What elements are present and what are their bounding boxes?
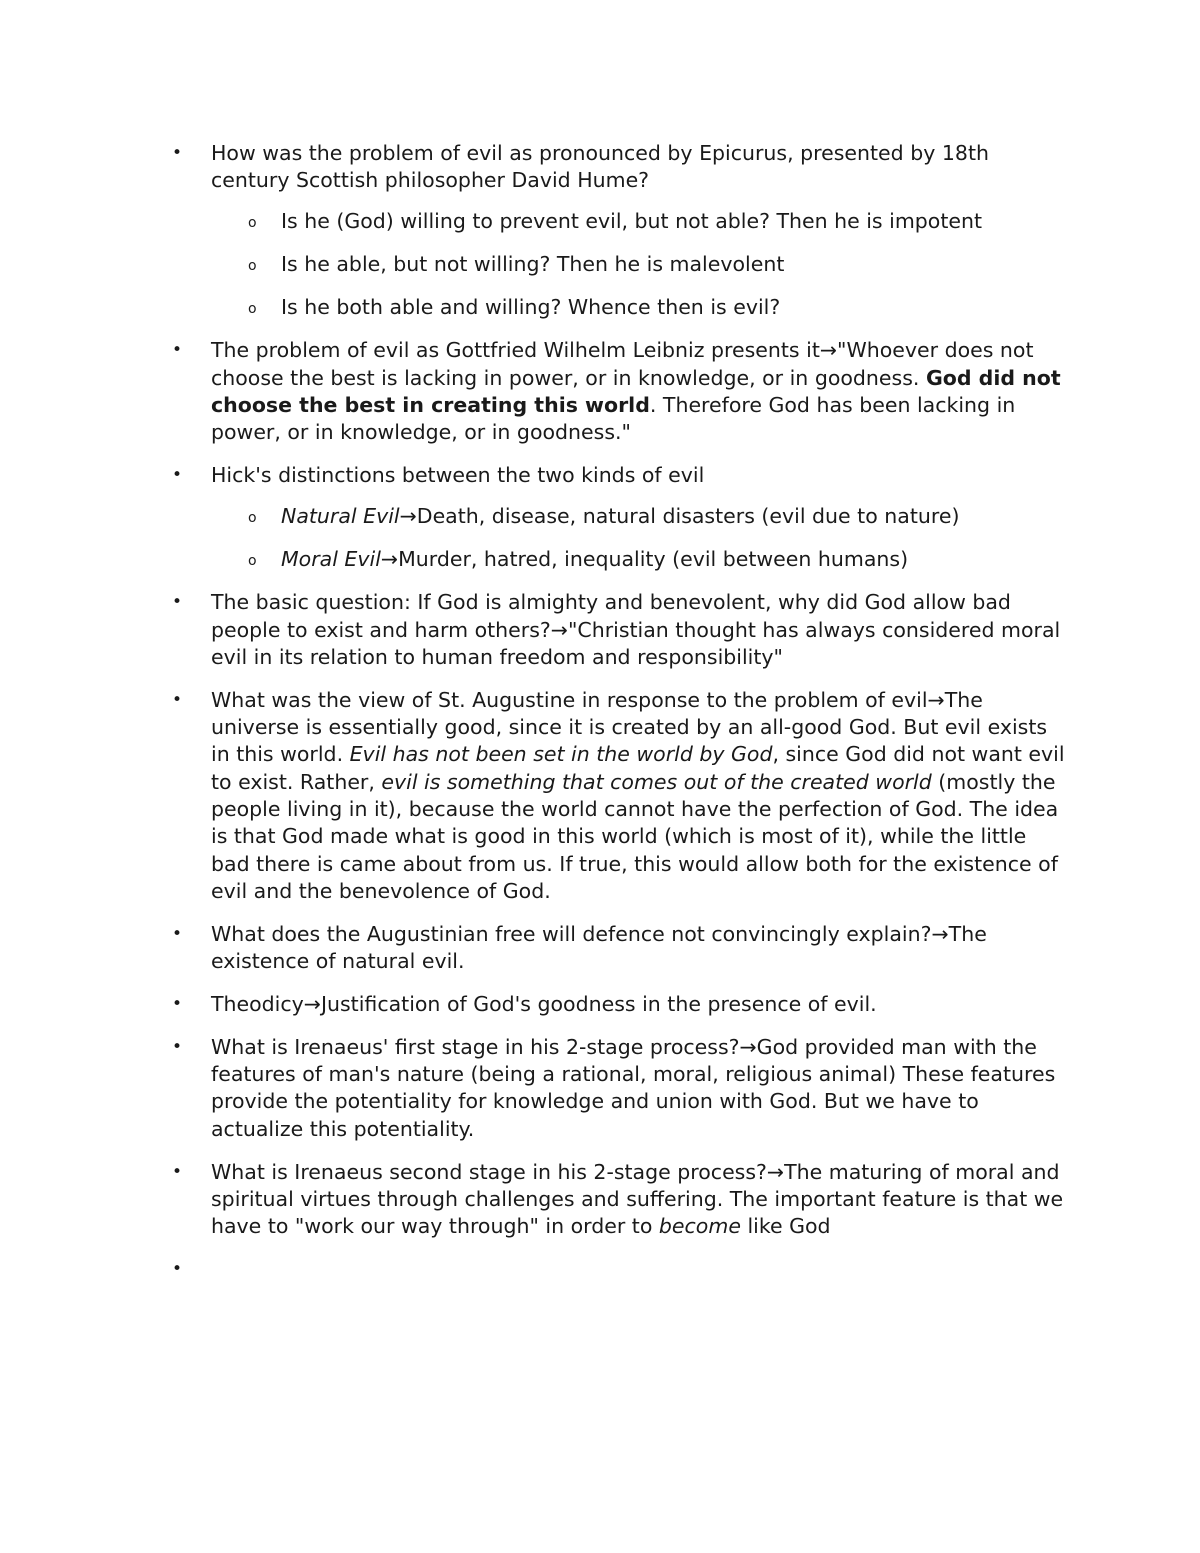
sub-item-text: Is he (God) willing to prevent evil, but not able? Then he is impotent	[281, 209, 983, 234]
term-text: Moral Evil	[281, 547, 381, 572]
item-text	[211, 1257, 218, 1281]
list-item-empty[interactable]	[170, 1256, 1070, 1283]
list-item	[170, 337, 1070, 446]
list-item	[170, 921, 1070, 976]
list-item	[170, 687, 1070, 905]
sub-bullet-icon: o	[248, 301, 257, 318]
sub-bullet-icon: o	[248, 258, 257, 275]
italic-text: Evil has not been set in the world by God	[349, 742, 773, 767]
sub-list-item	[170, 503, 1070, 530]
item-text: How was the problem of evil as pronounced by Epicurus, presented by 18th century Scottish philosopher David Hume?	[211, 141, 989, 193]
item-text: , since God did not want evil to exist. Rather,	[211, 742, 1065, 794]
sub-list-item	[170, 251, 1070, 278]
item-text: like God	[740, 1214, 831, 1239]
sub-item-text: Is he able, but not willing? Then he is malevolent	[281, 252, 785, 277]
list-item	[170, 1159, 1070, 1241]
bullet-icon: •	[172, 689, 183, 710]
definition-text: →Murder, hatred, inequality (evil between humans)	[380, 547, 909, 572]
bullet-icon: •	[172, 143, 183, 163]
list-item	[170, 140, 1070, 195]
bullet-icon: •	[172, 1161, 183, 1182]
sub-list-item	[170, 546, 1070, 573]
document-body	[170, 140, 1070, 1299]
item-text: (mostly the people living in it), because the world cannot have the perfection of God. The idea is that God made what is good in this world (which is most of it), while the little bad there is came about from us. If true, this would allow both for the existence of evil and the benevolence of God.	[211, 769, 1059, 903]
bullet-icon: •	[172, 1036, 183, 1057]
item-text: What was the view of St. Augustine in response to the problem of evil→The universe is essentially good, since it is created by an all-good God. But evil exists in this world.	[211, 687, 1048, 767]
sub-bullet-icon: o	[248, 553, 257, 570]
italic-text: become	[658, 1214, 741, 1239]
item-text: Theodicy→Justification of God's goodness in the presence of evil.	[211, 991, 877, 1016]
item-text: What does the Augustinian free will defence not convincingly explain?→The existence of natural evil.	[211, 921, 987, 974]
definition-text: →Death, disease, natural disasters (evil due to nature)	[399, 504, 960, 529]
list-item	[170, 589, 1070, 671]
term-text: Natural Evil	[281, 504, 400, 529]
sub-list	[170, 208, 1070, 321]
bullet-icon: •	[172, 592, 183, 613]
bullet-icon: •	[172, 465, 183, 486]
bullet-icon: •	[172, 340, 183, 361]
item-text: The basic question: If God is almighty and benevolent, why did God allow bad people to exist and harm others?→"Christian thought has always considered moral evil in its relation to human freedom and responsibility"	[211, 590, 1061, 669]
bullet-icon: •	[172, 923, 183, 944]
list-item	[170, 462, 1070, 489]
item-text: Hick's distinctions between the two kinds of evil	[211, 463, 705, 488]
sub-list	[170, 503, 1070, 573]
sub-bullet-icon: o	[248, 215, 257, 232]
italic-text: evil is something that comes out of the created world	[381, 769, 932, 794]
list-item	[170, 1034, 1070, 1143]
item-text: What is Irenaeus second stage in his 2-stage process?→The maturing of moral and spiritual virtues through challenges and suffering. The important feature is that we have to "work our way through" in order to	[211, 1159, 1064, 1239]
sub-list-item	[170, 208, 1070, 235]
sub-bullet-icon: o	[248, 510, 257, 527]
item-text: The problem of evil as Gottfried Wilhelm Leibniz presents it→"Whoever does not choose the best is lacking in power, or in knowledge, or in goodness.	[211, 338, 1034, 390]
list-item	[170, 991, 1070, 1018]
item-text: . Therefore God has been lacking in power, or in knowledge, or in goodness."	[211, 393, 1016, 445]
bullet-icon: •	[172, 1259, 183, 1280]
item-text: What is Irenaeus' first stage in his 2-stage process?→God provided man with the features of man's nature (being a rational, moral, religious animal) These features provide the potentiality for knowledge and union with God. But we have to actualize this potentiality.	[211, 1034, 1056, 1141]
bullet-icon: •	[172, 993, 183, 1014]
sub-list-item	[170, 294, 1070, 321]
sub-item-text: Is he both able and willing? Whence then is evil?	[281, 295, 781, 320]
bold-text: God did not choose the best in creating this world	[211, 365, 1061, 418]
